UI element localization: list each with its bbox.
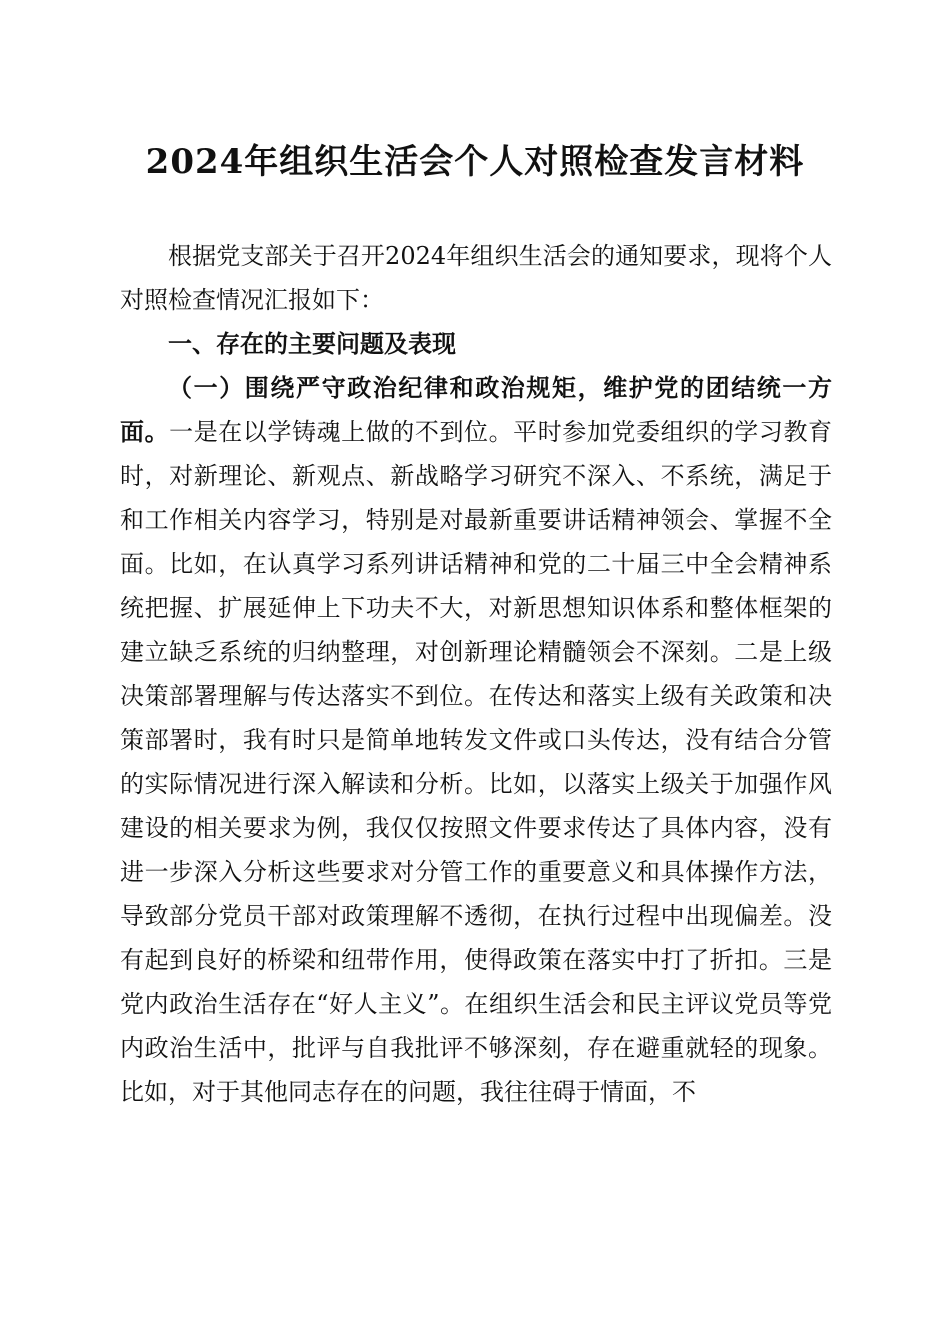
section-heading: 一、存在的主要问题及表现 [168, 330, 456, 358]
intro-paragraph: 根据党支部关于召开2024年组织生活会的通知要求，现将个人对照检查情况汇报如下： [120, 242, 832, 314]
document-title: 2024年组织生活会个人对照检查发言材料 [145, 142, 805, 182]
document-body [120, 234, 832, 1114]
subsection-paragraph [120, 366, 832, 1114]
subsection-body: 一是在以学铸魂上做的不到位。平时参加党委组织的学习教育时，对新理论、新观点、新战略学习研究不深入、不系统，满足于和工作相关内容学习，特别是对最新重要讲话精神领会、掌握不全面。比如，在认真学习系列讲话精神和党的二十届三中全会精神系统把握、扩展延伸上下功夫不大，对新思想知识体系和整体框架的建立缺乏系统的归纳整理，对创新理论精髓领会不深刻。二是上级决策部署理解与传达落实不到位。在传达和落实上级有关政策和决策部署时，我有时只是简单地转发文件或口头传达，没有结合分管的实际情况进行深入解读和分析。比如，以落实上级关于加强作风建设的相关要求为例，我仅仅按照文件要求传达了具体内容，没有进一步深入分析这些要求对分管工作的重要意义和具体操作方法，导致部分党员干部对政策理解不透彻，在执行过程中出现偏差。没有起到良好的桥梁和纽带作用，使得政策在落实中打了折扣。三是党内政治生活存在“好人主义”。在组织生活会和民主评议党员等党内政治生活中，批评与自我批评不够深刻，存在避重就轻的现象。比如，对于其他同志存在的问题，我往往碍于情面，不 [120, 418, 833, 1106]
subsection-heading: （一）围绕严守政治纪律和政治规矩，维护党的团结统一方面。 [120, 373, 832, 446]
